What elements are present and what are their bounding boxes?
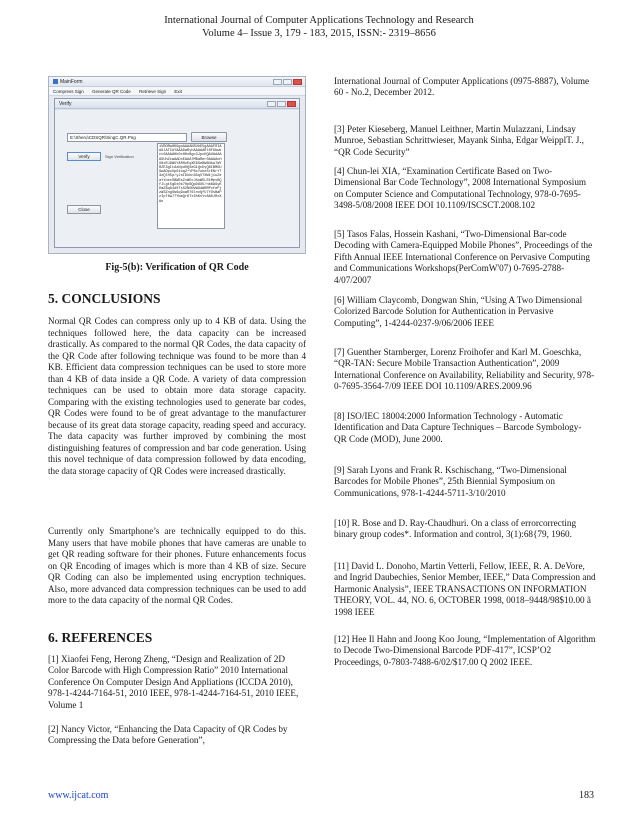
decoded-data-textbox: iVBORw0KGgoAAAANSUhEUgAAAFRIAAAlATCAYAAADwRyhAAAAARl0FGbwkct6AAAAHh0cHHxBgc3JpcHQAUAAAAASUhZcwAADxEAAA7MBaRer0AAAAcHX0xRJ9WUY8RHzEqXE6SeBW8Hkw7WYRZE3gItAzNpdOQSeG1QcDyQ8IBMGU9wAOpxXpGtoq2+YP8cYuheSrENrYT3zQlH5p/yJoIDkkn3GqV7XW1jiuZeaYthecSBWSsZxWEcJAoW5LRtMpv8QfJLgt5gDx0k70p6QpD8XU/nb6AGyKDmZ8qG4d0TsS2NONvWGdW0RPxfePjzW3ZngSb6q9uaRT6lnvQfU7YOsBaPzIpT6w77YbmQr6Tx3hKsYv8A0JRxXAn — [157, 143, 225, 229]
figure-caption: Fig-5(b): Verification of QR Code — [105, 262, 249, 273]
minimize-icon — [273, 79, 282, 85]
reference-7: [7] Guenther Starnberger, Lorenz Froihofer and Karl M. Goeschka, “QR-TAN: Secure Mobile Transaction Authentication”, 2009 International Conference on Availability, Reliability and Security, 978-0-7695-3564-7/09 IEEE DOI 10.1109/ARES.2009.96 — [334, 347, 595, 392]
file-path-input: E:\Sheru\CDSQR\SingC.QR.Png — [67, 133, 187, 142]
reference-12: [12] Hee Il Hahn and Joong Koo Joung, “Implementation of Algorithm to Decode Two-Dimensional Barcode PDF-417”, ICSP’O2 Proceedings, 0-7803-7488-6/02/$17.00 Q 2002 IEEE. — [334, 634, 596, 667]
close-button: Close — [67, 205, 101, 214]
verify-dialog-titlebar — [55, 99, 299, 109]
menu-generate-qr-code: Generate QR Code — [92, 89, 131, 94]
close-icon — [293, 79, 302, 85]
verify-dialog — [54, 98, 300, 248]
main-window-title: MainForm — [60, 79, 83, 85]
main-menubar — [49, 87, 305, 96]
references-heading: 6. REFERENCES — [48, 630, 153, 645]
verification-status-text: Sign Verification — [105, 154, 134, 159]
reference-8: [8] ISO/IEC 18004:2000 Information Technology - Automatic Identification and Data Capture Techniques – Barcode Symbology- QR Code (MOD), June 2000. — [334, 411, 582, 444]
dialog-minimize-icon — [267, 101, 276, 107]
menu-retrieve-sign: Retrieve Sign — [139, 89, 167, 94]
conclusions-heading: 5. CONCLUSIONS — [48, 291, 161, 306]
browse-button: Browse — [191, 132, 227, 142]
dialog-maximize-icon — [277, 101, 286, 107]
verify-dialog-title: Verify — [59, 101, 72, 107]
figure-screenshot — [48, 76, 306, 254]
menu-exit: Exit — [174, 89, 182, 94]
window-controls — [273, 79, 302, 85]
dialog-close-icon — [287, 101, 296, 107]
main-window-titlebar — [49, 77, 305, 87]
reference-3: [3] Peter Kieseberg, Manuel Leithner, Martin Mulazzani, Lindsay Munroe, Sebastian Schrittwieser, Mayank Sinha, Edgar WeipplT. J., “QR Code Security” — [334, 124, 584, 157]
reference-4: [4] Chun-lei XIA, “Examination Certificate Based on Two-Dimensional Bar Code Technology”, 2008 International Symposium on Computer Science and Computational Technology, 978-0-7695-3498-5/08/2008 IEEE DOI 10.1109/ISCSCT.2008.102 — [334, 166, 587, 211]
app-icon — [53, 79, 58, 84]
journal-volume: Volume 4– Issue 3, 179 - 183, 2015, ISSN:- 2319–8656 — [202, 28, 436, 39]
reference-2-end: International Journal of Computer Applications (0975-8887), Volume 60 - No.2, December 2012. — [334, 76, 590, 98]
journal-title: International Journal of Computer Applications Technology and Research — [164, 15, 474, 26]
journal-header — [0, 14, 638, 40]
maximize-icon — [283, 79, 292, 85]
reference-9: [9] Sarah Lyons and Frank R. Kschischang, “Two-Dimensional Barcodes for Mobile Phones”, 25th Biennial Symposium on Communications, 978-1-4244-5711-3/10/2010 — [334, 465, 567, 498]
page-number: 183 — [579, 790, 594, 801]
dialog-window-controls — [267, 101, 296, 107]
verify-dialog-body — [55, 110, 299, 247]
menu-compress-sign: Compress Sign — [53, 89, 84, 94]
reference-11: [11] David L. Donoho, Martin Vetterli, Fellow, IEEE, R. A. DeVore, and Ingrid Daubechies, Senior Member, IEEE,” Data Compression and Harmonic Analysis”, IEEE TRANSACTIONS ON INFORMATION THEORY, VOL. 44, NO. 6, OCTOBER 1998, 0018–9448/98$10.00 ã 1998 IEEE — [334, 561, 596, 617]
reference-2-start: [2] Nancy Victor, “Enhancing the Data Capacity of QR Codes by Compressing the Data before Generation”, — [48, 724, 288, 746]
conclusions-paragraph-2: Currently only Smartphone’s are technically equipped to do this. Many users that have mobile phones that have cameras are unable to get QR reading software for their phones. Future enhancements focus on QR Encoding of images which is more than 4 KB of size. Secure QR Coding can also be implemented using encryption techniques. Also, more advanced data compression techniques can be used to add more to the data capacity of the normal QR Codes. — [48, 526, 306, 605]
reference-1: [1] Xiaofei Feng, Herong Zheng, “Design and Realization of 2D Color Barcode with High Compression Ratio” 2010 International Conference On Computer Design And Appliations (ICCDA 2010), 978-1-4244-7164-51, 2010 IEEE, 978-1-4244-7164-51, 2010 IEEE, Volume 1 — [48, 654, 299, 710]
reference-5: [5] Tasos Falas, Hossein Kashani, “Two-Dimensional Bar-code Decoding with Camera-Equipped Mobile Phones”, Proceedings of the Fifth Annual IEEE International Conference on Pervasive Computing and Communications Workshops(PerComW'07) 0-7695-2788-4/07/2007 — [334, 229, 593, 285]
reference-10: [10] R. Bose and D. Ray-Chaudhuri. On a class of errorcorrecting binary group codes*. Information and control, 3(1):68{79, 1960. — [334, 518, 577, 540]
verify-button: Verify — [67, 152, 101, 161]
footer-url-link[interactable]: www.ijcat.com — [48, 790, 109, 801]
conclusions-paragraph-1: Normal QR Codes can compress only up to 4 KB of data. Using the techniques followed here, the data capacity can be increased drastically. As compared to the normal QR Codes, the data capacity of the QR Code after following technique was found to be more than 4 KB. Efficient data compression techniques can be used to store more than 4 KB of data inside a QR Code. A variety of data compression techniques can be used to obtain more data storage capacity. Comparing with the existing technologies used to generate bar codes, QR Codes were found to be of great advantage to the manufacturer because of its great data storage capacity, reading speed and accuracy. The data capacity was further improved by combining the most distinguishing features of compression and bar code generation. Using this novel technique of data compression followed by data encoding, the data storage capacity of QR Codes were increased drastically. — [48, 316, 306, 476]
reference-6: [6] William Claycomb, Dongwan Shin, “Using A Two Dimensional Colorized Barcode Solution for Authentication in Pervasive Computing”, 1-4244-0237-9/06/2006 IEEE — [334, 295, 583, 328]
